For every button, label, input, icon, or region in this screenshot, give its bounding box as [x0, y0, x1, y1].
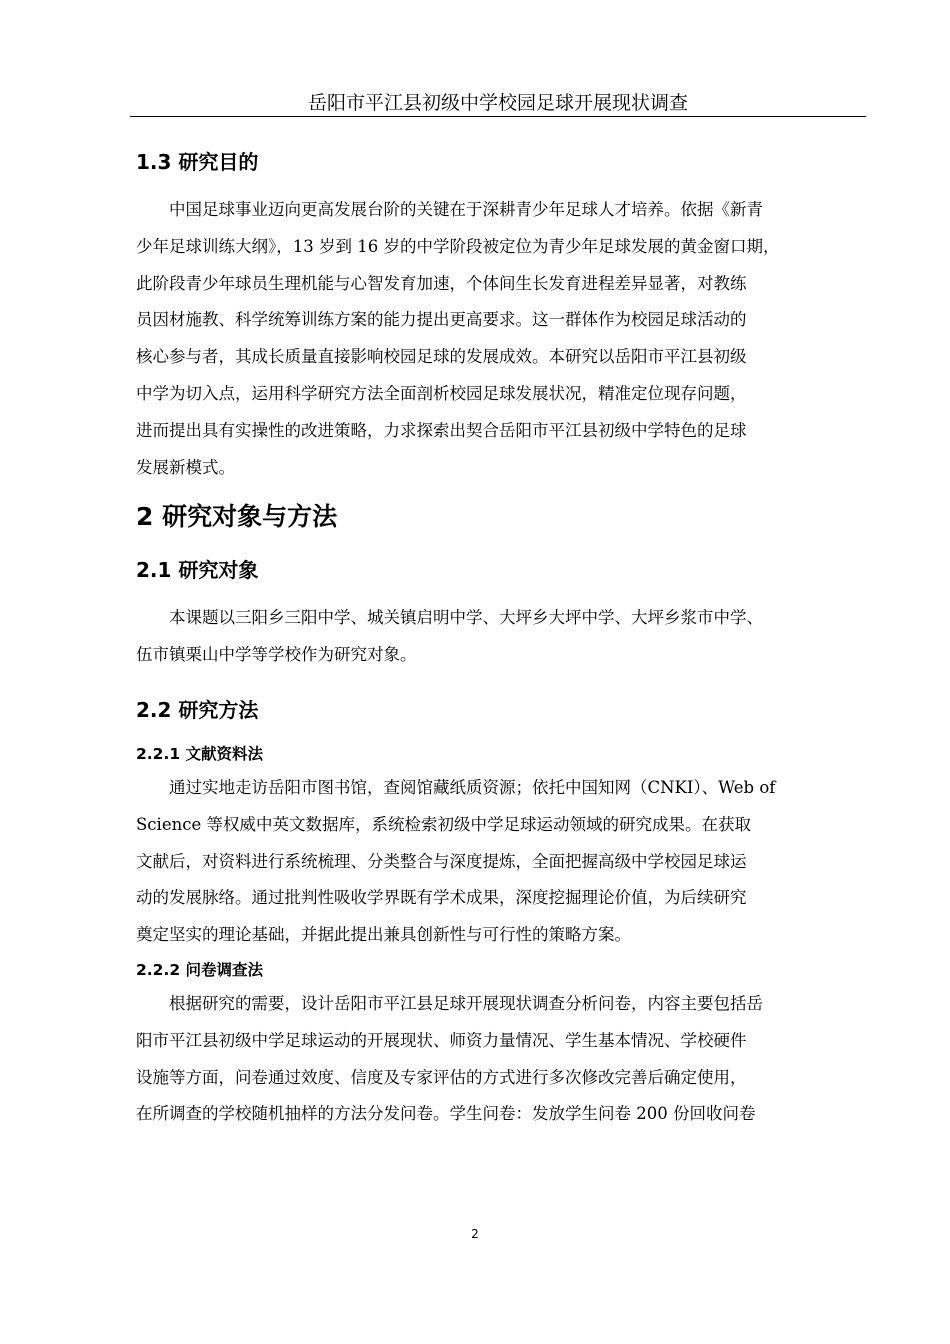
- text-line: 本课题以三阳乡三阳中学、城关镇启明中学、大坪乡大坪中学、大坪乡浆市中学、: [169, 608, 763, 628]
- text-line: 动的发展脉络。通过批判性吸收学界既有学术成果，深度挖掘理论价值，为后续研究: [136, 888, 747, 908]
- page-number: 2: [471, 1227, 479, 1241]
- text-line: 员因材施教、科学统筹训练方案的能力提出更高要求。这一群体作为校园足球活动的: [136, 310, 747, 330]
- chapter-heading-2: 2 研究对象与方法: [136, 502, 338, 532]
- text-line: 中国足球事业迈向更高发展台阶的关键在于深耕青少年足球人才培养。依据《新青: [169, 200, 763, 219]
- text-line: 奠定坚实的理论基础，并据此提出兼具创新性与可行性的策略方案。: [136, 925, 631, 945]
- header-rule: [130, 116, 866, 117]
- text-line: 伍市镇栗山中学等学校作为研究对象。: [136, 645, 417, 665]
- text-line: 核心参与者，其成长质量直接影响校园足球的发展成效。本研究以岳阳市平江县初级: [136, 347, 747, 367]
- section-heading-1-3: 1.3 研究目的: [136, 150, 259, 174]
- text-line: 通过实地走访岳阳市图书馆，查阅馆藏纸质资源；依托中国知网（CNKI）、Web of: [169, 777, 776, 797]
- text-line: 此阶段青少年球员生理机能与心智发育加速，个体间生长发育进程差异显著，对教练: [136, 273, 747, 293]
- subsection-heading-2-2-2: 2.2.2 问卷调查法: [136, 960, 264, 979]
- subsection-heading-2-2-1: 2.2.1 文献资料法: [136, 744, 264, 763]
- section-heading-2-1: 2.1 研究对象: [136, 558, 259, 583]
- text-line: 进而提出具有实操性的改进策略，力求探索出契合岳阳市平江县初级中学特色的足球: [136, 420, 747, 440]
- text-line: 少年足球训练大纲》，13 岁到 16 岁的中学阶段被定位为青少年足球发展的黄金窗口期，: [136, 236, 780, 256]
- text-line: 文献后，对资料进行系统梳理、分类整合与深度提炼，全面把握高级中学校园足球运: [136, 851, 747, 871]
- text-line: 阳市平江县初级中学足球运动的开展现状、师资力量情况、学生基本情况、学校硬件: [136, 1030, 747, 1050]
- text-line: 在所调查的学校随机抽样的方法分发问卷。学生问卷：发放学生问卷 200 份回收问卷: [136, 1104, 756, 1124]
- text-line: 发展新模式。: [136, 457, 235, 477]
- section-heading-2-2: 2.2 研究方法: [136, 697, 259, 722]
- running-header: 岳阳市平江县初级中学校园足球开展现状调查: [307, 92, 688, 114]
- paragraph-questionnaire-method: [136, 986, 860, 1133]
- text-line: 根据研究的需要，设计岳阳市平江县足球开展现状调查分析问卷，内容主要包括岳: [169, 993, 763, 1013]
- text-line: 中学为切入点，运用科学研究方法全面剖析校园足球发展状况，精准定位现存问题，: [136, 383, 747, 403]
- paragraph-research-purpose: [136, 192, 860, 486]
- paragraph-research-objects: [136, 600, 860, 674]
- text-line: Science 等权威中英文数据库，系统检索初级中学足球运动领域的研究成果。在获取: [136, 814, 751, 834]
- paragraph-literature-method: [136, 770, 860, 954]
- text-line: 设施等方面，问卷通过效度、信度及专家评估的方式进行多次修改完善后确定使用，: [136, 1067, 747, 1087]
- page-body: [136, 140, 860, 1133]
